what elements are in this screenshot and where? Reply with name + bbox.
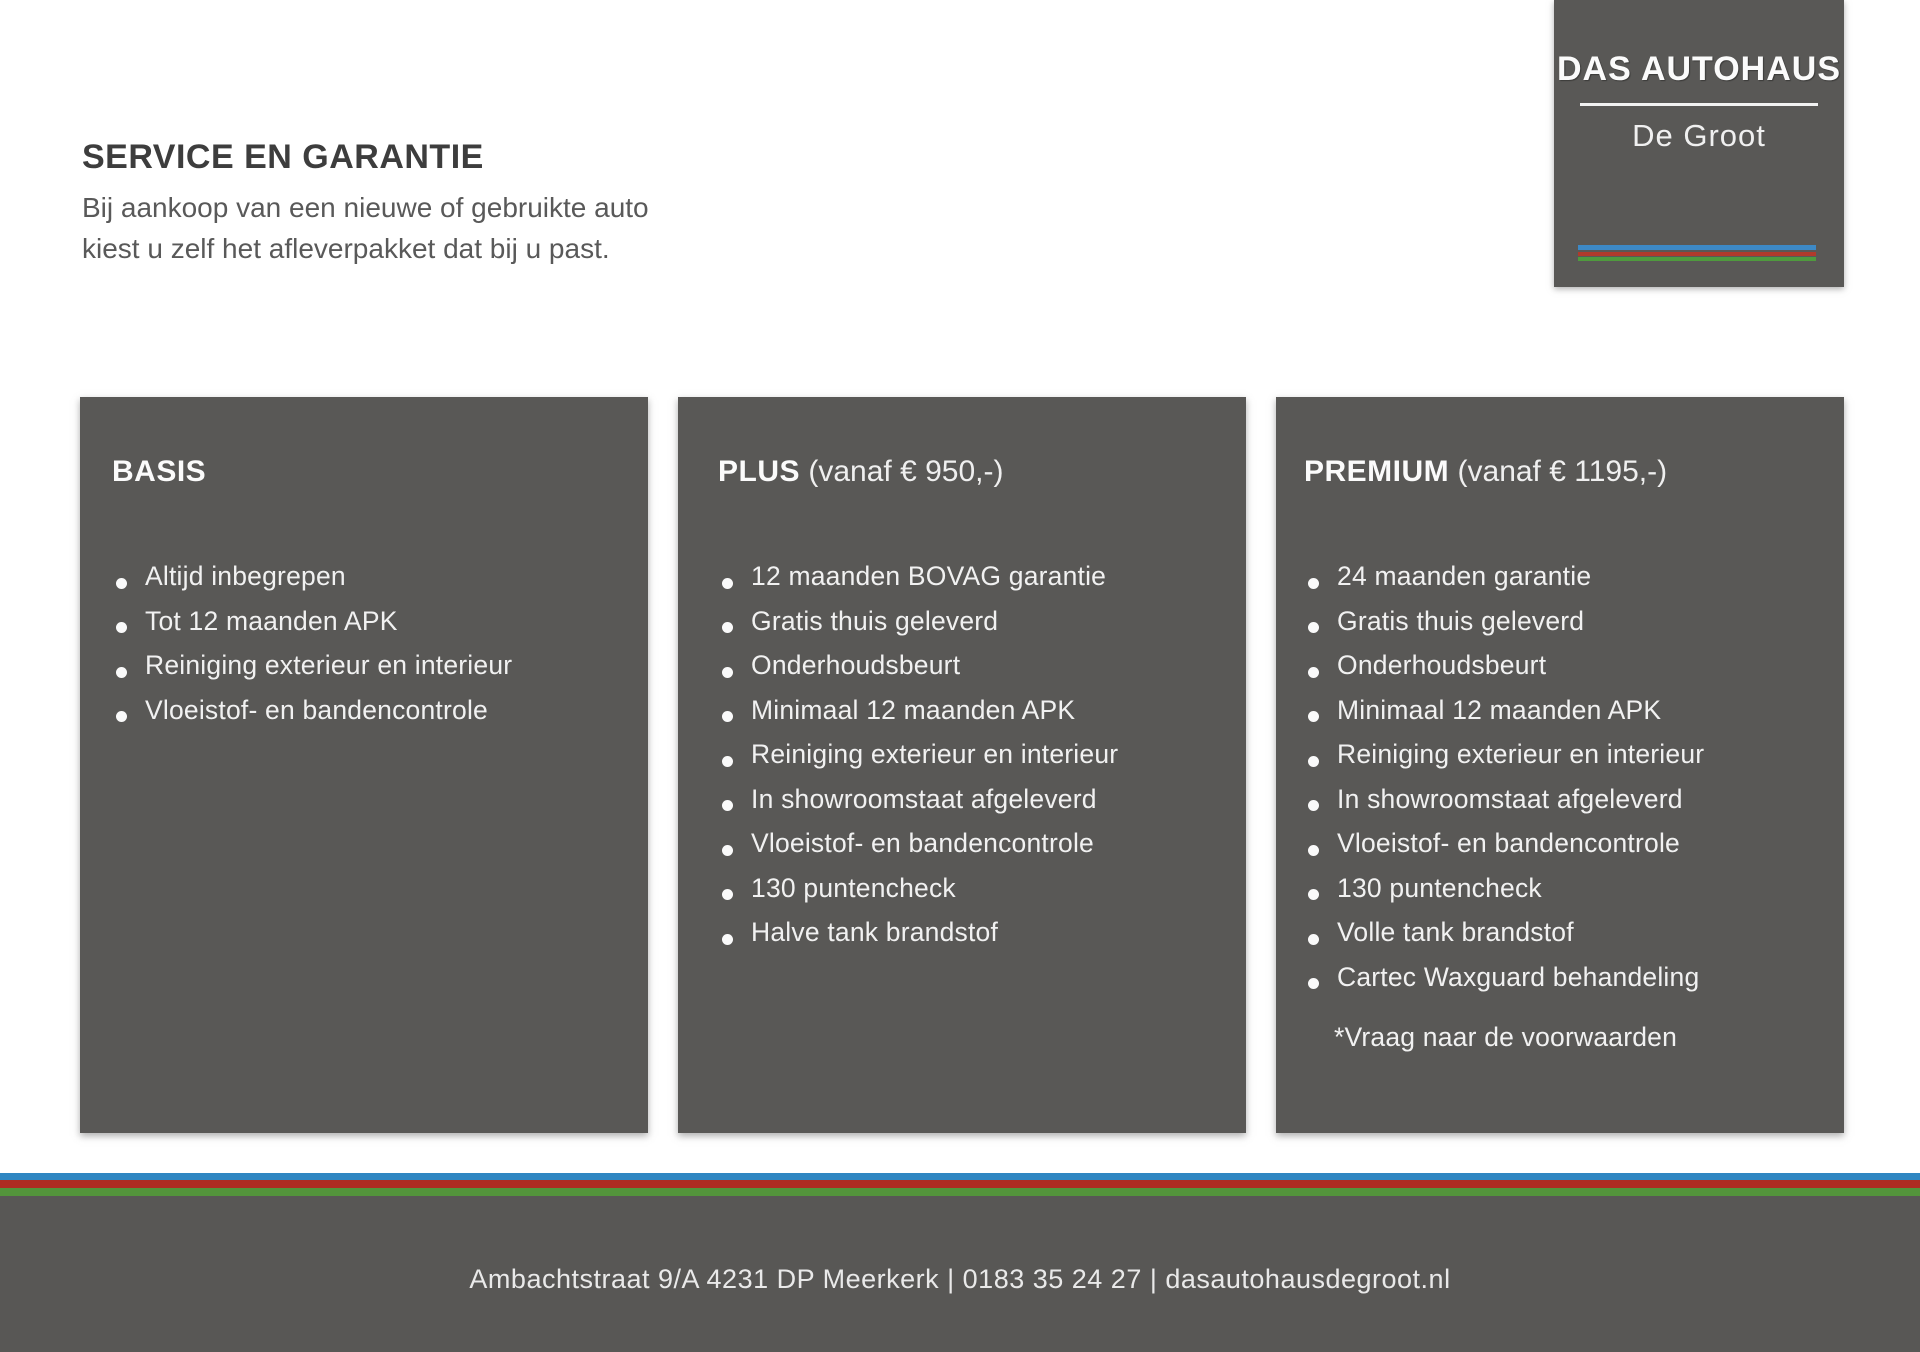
- package-item-label: Volle tank brandstof: [1337, 917, 1574, 947]
- bullet-icon: [1308, 800, 1319, 811]
- page-subtitle: [82, 187, 649, 269]
- package-item: [116, 606, 622, 651]
- package-item-list: [1304, 561, 1818, 1006]
- package-item: [722, 650, 1220, 695]
- logo-stripe-green: [1578, 257, 1816, 261]
- package-item: [722, 917, 1220, 962]
- package-item-label: 12 maanden BOVAG garantie: [751, 561, 1107, 591]
- footer-stripe-red: [0, 1180, 1920, 1188]
- package-item: [722, 784, 1220, 829]
- package-item-label: Cartec Waxguard behandeling: [1337, 961, 1700, 992]
- package-item: [1308, 828, 1818, 873]
- package-card-basis: [80, 397, 648, 1133]
- bullet-icon: [1308, 756, 1319, 767]
- package-item: [1308, 650, 1818, 695]
- logo-stripe-red: [1578, 252, 1816, 256]
- logo-tricolor-stripes: [1578, 245, 1816, 261]
- package-item-label: 130 puntencheck: [1337, 872, 1542, 903]
- package-item-label: Minimaal 12 maanden APK: [751, 694, 1076, 725]
- package-item: [722, 561, 1220, 606]
- bullet-icon: [116, 578, 127, 589]
- package-item-label: Vloeistof- en bandencontrole: [1337, 828, 1680, 858]
- logo-box: [1554, 0, 1844, 287]
- package-name: PLUS: [718, 455, 801, 488]
- bullet-icon: [1308, 889, 1319, 900]
- package-item: [116, 650, 622, 695]
- package-item: [1308, 917, 1818, 962]
- package-header-basis: [112, 455, 622, 489]
- footer-stripe-blue: [0, 1173, 1920, 1180]
- package-item: [116, 695, 622, 740]
- package-item-label: Tot 12 maanden APK: [145, 605, 398, 636]
- package-item: [722, 606, 1220, 651]
- package-price: (vanaf € 950,-): [808, 455, 1004, 488]
- page-title: SERVICE EN GARANTIE: [82, 138, 484, 176]
- logo-dealer-name: De Groot: [1632, 118, 1766, 153]
- package-item-label: Reiniging exterieur en interieur: [1337, 739, 1705, 769]
- bullet-icon: [116, 711, 127, 722]
- package-item-label: In showroomstaat afgeleverd: [751, 783, 1097, 814]
- package-item-label: 24 maanden garantie: [1337, 561, 1592, 591]
- package-header-plus: [718, 455, 1220, 489]
- package-item-label: Reiniging exterieur en interieur: [145, 650, 513, 680]
- bullet-icon: [1308, 845, 1319, 856]
- package-price: (vanaf € 1195,-): [1457, 455, 1668, 488]
- package-item: [1308, 784, 1818, 829]
- bullet-icon: [722, 578, 733, 589]
- package-item: [1308, 606, 1818, 651]
- bullet-icon: [116, 622, 127, 633]
- page-subtitle-line1: Bij aankoop van een nieuwe of gebruikte auto: [82, 192, 649, 223]
- package-item: [722, 695, 1220, 740]
- bullet-icon: [1308, 978, 1319, 989]
- bullet-icon: [1308, 711, 1319, 722]
- logo-underline: [1580, 103, 1818, 106]
- package-item-label: Minimaal 12 maanden APK: [1337, 694, 1662, 725]
- package-header-premium: [1304, 455, 1818, 489]
- package-item: [1308, 695, 1818, 740]
- package-item: [1308, 561, 1818, 606]
- package-item: [1308, 873, 1818, 918]
- package-item: [722, 873, 1220, 918]
- bullet-icon: [1308, 578, 1319, 589]
- bullet-icon: [722, 756, 733, 767]
- package-item-label: 130 puntencheck: [751, 872, 956, 903]
- bullet-icon: [722, 800, 733, 811]
- bullet-icon: [722, 711, 733, 722]
- bullet-icon: [1308, 622, 1319, 633]
- package-item-label: Gratis thuis geleverd: [751, 605, 999, 636]
- bullet-icon: [722, 622, 733, 633]
- package-name: PREMIUM: [1304, 455, 1450, 488]
- package-card-plus: [678, 397, 1246, 1133]
- logo-stripe-blue: [1578, 245, 1816, 250]
- package-item-label: Gratis thuis geleverd: [1337, 605, 1585, 636]
- bullet-icon: [722, 934, 733, 945]
- header: [82, 138, 649, 269]
- footer-contact: Ambachtstraat 9/A 4231 DP Meerkerk | 0183 35 24 27 | dasautohausdegroot.nl: [469, 1263, 1451, 1294]
- bullet-icon: [722, 667, 733, 678]
- bullet-icon: [722, 845, 733, 856]
- package-item: [1308, 962, 1818, 1007]
- package-item: [722, 828, 1220, 873]
- package-item-label: Altijd inbegrepen: [145, 561, 346, 591]
- package-card-premium: [1276, 397, 1844, 1133]
- package-name: BASIS: [112, 455, 207, 488]
- bullet-icon: [722, 889, 733, 900]
- package-item: [722, 739, 1220, 784]
- package-item-label: Reiniging exterieur en interieur: [751, 739, 1119, 769]
- package-item-label: Onderhoudsbeurt: [751, 650, 961, 680]
- package-item-label: In showroomstaat afgeleverd: [1337, 783, 1683, 814]
- footer-bar: [0, 1196, 1920, 1352]
- package-item-list: [718, 561, 1220, 962]
- footer-stripe-green: [0, 1188, 1920, 1196]
- package-item: [1308, 739, 1818, 784]
- bullet-icon: [116, 667, 127, 678]
- package-item-label: Onderhoudsbeurt: [1337, 650, 1547, 680]
- package-item-label: Halve tank brandstof: [751, 917, 999, 947]
- bullet-icon: [1308, 934, 1319, 945]
- package-item-label: Vloeistof- en bandencontrole: [751, 828, 1094, 858]
- logo-brand: DAS AUTOHAUS: [1556, 50, 1842, 88]
- bullet-icon: [1308, 667, 1319, 678]
- package-footnote: *Vraag naar de voorwaarden: [1334, 1022, 1678, 1052]
- package-item: [116, 561, 622, 606]
- package-item-label: Vloeistof- en bandencontrole: [145, 694, 488, 725]
- page-subtitle-line2: kiest u zelf het afleverpakket dat bij u past.: [82, 233, 610, 264]
- package-item-list: [112, 561, 622, 739]
